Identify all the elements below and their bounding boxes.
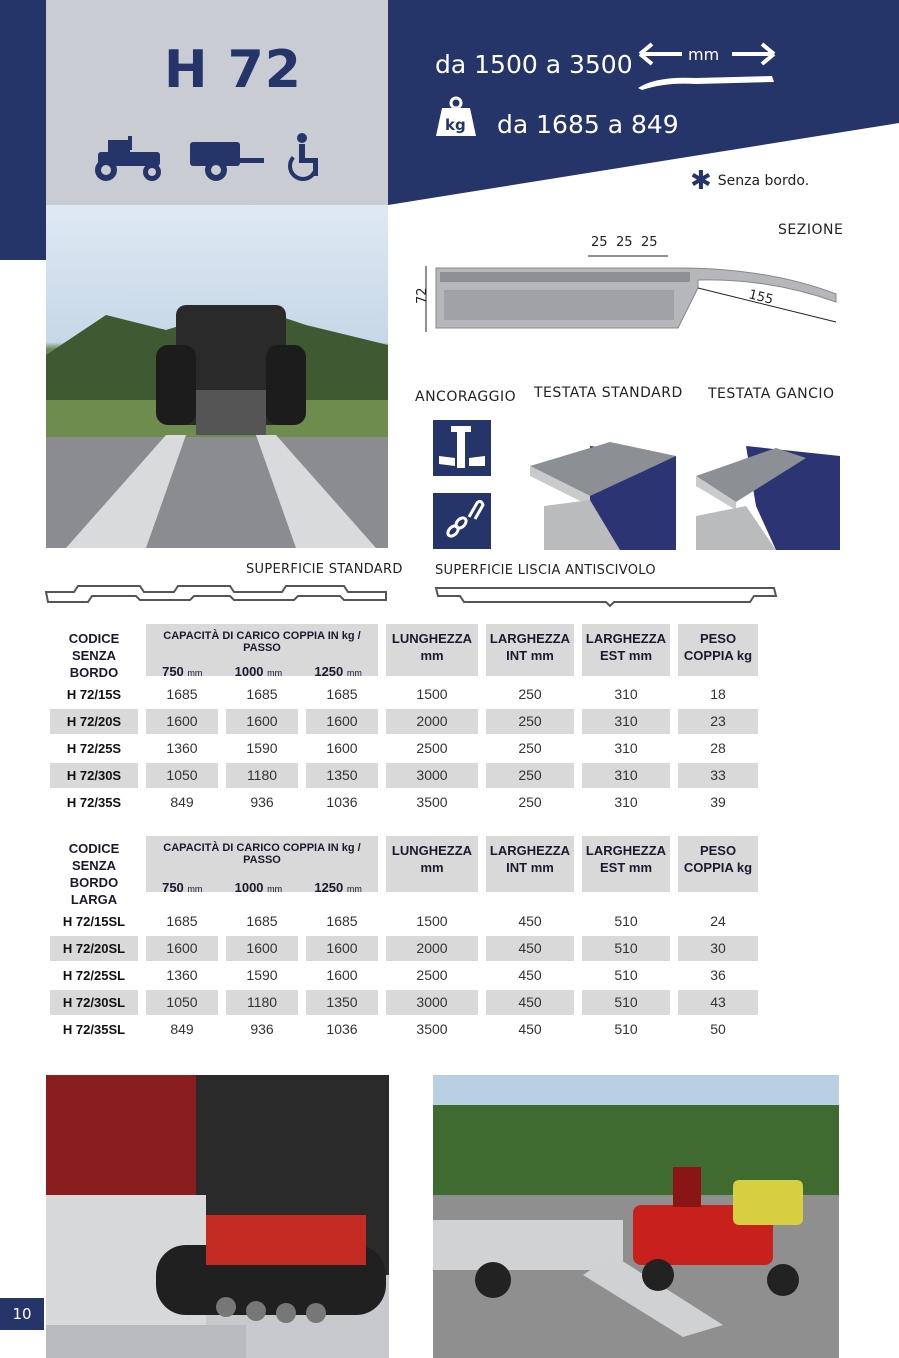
cell-length: 2000 — [382, 935, 482, 962]
length-unit-label: mm — [688, 45, 720, 64]
cell-weight: 39 — [710, 794, 726, 810]
cell-length: 1500 — [416, 913, 448, 929]
section-label: SEZIONE — [778, 222, 844, 238]
cell-c750: 1050 — [142, 762, 222, 789]
cell-c1250: 1036 — [326, 1021, 358, 1037]
head-standard-label: TESTATA STANDARD — [534, 385, 683, 401]
cell-length: 2500 — [416, 740, 448, 756]
cell-c750: 1360 — [166, 967, 198, 983]
cell-wint: 250 — [482, 708, 578, 735]
dim-72: 72 — [415, 287, 430, 304]
cell-c1000: 1180 — [222, 989, 302, 1016]
header-capacity: CAPACITÀ DI CARICO COPPIA IN kg / PASSO 750 mm 1000 mm 1250 mm — [142, 624, 382, 681]
surface-standard-label: SUPERFICIE STANDARD — [246, 562, 403, 577]
cell-length: 2000 — [382, 708, 482, 735]
cell-weight: 50 — [710, 1021, 726, 1037]
cell-c1250: 1600 — [326, 967, 358, 983]
cell-c750: 849 — [170, 1021, 194, 1037]
cell-c1250: 1685 — [326, 913, 358, 929]
cell-weight: 36 — [710, 967, 726, 983]
product-code: H 72/20S — [46, 708, 142, 735]
cell-wint: 450 — [482, 935, 578, 962]
atv-ramp-photo — [46, 205, 388, 548]
surface-smooth-label: SUPERFICIE LISCIA ANTISCIVOLO — [435, 563, 656, 578]
header-width-int: LARGHEZZA INT mm — [482, 624, 578, 681]
cell-wint: 250 — [518, 740, 542, 756]
cell-c1250: 1600 — [326, 740, 358, 756]
product-code: H 72/20SL — [46, 935, 142, 962]
cell-c1000: 1685 — [246, 686, 278, 702]
header-side-band — [0, 0, 46, 260]
table-row — [46, 708, 762, 735]
cell-c1000: 1590 — [246, 740, 278, 756]
anchor-pin-icon — [433, 420, 491, 476]
cell-c750: 1600 — [142, 935, 222, 962]
spec-table-wide — [46, 836, 762, 1043]
cell-wint: 450 — [518, 913, 542, 929]
cell-c1250: 1350 — [302, 762, 382, 789]
header-weight-wide: PESO COPPIA kg — [674, 836, 762, 908]
cell-weight: 24 — [710, 913, 726, 929]
pitch-750: 750 mm — [162, 664, 203, 679]
cell-c1000: 936 — [250, 1021, 274, 1037]
cell-c1250: 1036 — [326, 794, 358, 810]
tracked-vehicle-photo — [46, 1075, 389, 1358]
pitch-1250: 1250 mm — [314, 664, 362, 679]
table-row — [46, 1016, 762, 1043]
head-hook-label: TESTATA GANCIO — [708, 386, 835, 402]
note — [690, 166, 809, 196]
asterisk-icon: ✱ — [690, 166, 712, 196]
head-hook-image — [696, 436, 840, 550]
pitch-1000-wide: 1000 mm — [234, 880, 283, 895]
cell-wint: 250 — [518, 686, 542, 702]
product-code: H 72/15SL — [62, 914, 126, 929]
cell-c1250: 1350 — [302, 989, 382, 1016]
dim-155: 155 — [747, 287, 775, 308]
surface-smooth-profile — [434, 582, 780, 610]
header-capacity-wide: CAPACITÀ DI CARICO COPPIA IN kg / PASSO 750 mm 1000 mm 1250 mm — [142, 836, 382, 908]
table-row — [46, 935, 762, 962]
wheelchair-icon — [286, 132, 328, 184]
cell-wint: 450 — [482, 989, 578, 1016]
cell-weight: 43 — [674, 989, 762, 1016]
cell-c750: 849 — [170, 794, 194, 810]
cell-c1000: 1600 — [222, 708, 302, 735]
cell-wint: 250 — [518, 794, 542, 810]
cell-wext: 510 — [614, 1021, 638, 1037]
cell-wext: 510 — [614, 967, 638, 983]
header-width-int-wide: LARGHEZZA INT mm — [482, 836, 578, 908]
surface-standard-profile — [44, 578, 390, 608]
anchor-chain-icon — [433, 493, 491, 549]
capacity-range: da 1685 a 849 — [497, 110, 679, 139]
cell-wext: 310 — [578, 762, 674, 789]
table-row — [46, 762, 762, 789]
cell-weight: 30 — [674, 935, 762, 962]
table-row — [46, 681, 762, 708]
weight-unit-label: kg — [445, 116, 466, 134]
cell-c750: 1600 — [142, 708, 222, 735]
header-code: CODICE SENZA BORDO — [68, 631, 120, 680]
length-arrow-icon — [636, 38, 778, 94]
length-range: da 1500 a 3500 — [435, 50, 633, 79]
header-code-wide: CODICE SENZA BORDO LARGA — [68, 841, 120, 907]
cell-wext: 510 — [614, 913, 638, 929]
anchorage-label: ANCORAGGIO — [415, 389, 517, 405]
model-title: H 72 — [164, 40, 302, 100]
head-standard-image — [530, 436, 676, 550]
header-length-wide: LUNGHEZZA mm — [382, 836, 482, 908]
header-weight: PESO COPPIA kg — [674, 624, 762, 681]
table-row — [46, 735, 762, 762]
cell-weight: 18 — [710, 686, 726, 702]
product-code: H 72/35S — [66, 795, 122, 810]
cell-weight: 33 — [674, 762, 762, 789]
cell-weight: 23 — [674, 708, 762, 735]
cell-length: 1500 — [416, 686, 448, 702]
dim-25b: 25 — [616, 235, 633, 250]
page-number: 10 — [0, 1298, 44, 1330]
pitch-750-wide: 750 mm — [162, 880, 203, 895]
tractor-icon — [90, 134, 168, 184]
cell-wext: 310 — [578, 708, 674, 735]
note-text: Senza bordo. — [717, 173, 810, 189]
product-code: H 72/15S — [66, 687, 122, 702]
spec-table-standard — [46, 624, 762, 816]
section-diagram — [408, 232, 848, 342]
cell-length: 3500 — [416, 1021, 448, 1037]
cell-length: 3000 — [382, 762, 482, 789]
cell-wext: 510 — [578, 935, 674, 962]
product-code: H 72/35SL — [62, 1022, 126, 1037]
cell-length: 3000 — [382, 989, 482, 1016]
product-code: H 72/30SL — [46, 989, 142, 1016]
cell-wext: 310 — [614, 794, 638, 810]
cell-c1250: 1600 — [302, 708, 382, 735]
cell-c1000: 1590 — [246, 967, 278, 983]
table-row — [46, 789, 762, 816]
dim-25c: 25 — [641, 235, 658, 250]
cell-c750: 1050 — [142, 989, 222, 1016]
cell-c1000: 936 — [250, 794, 274, 810]
cell-c1250: 1685 — [326, 686, 358, 702]
product-code: H 72/25S — [66, 741, 122, 756]
header-width-ext: LARGHEZZA EST mm — [578, 624, 674, 681]
cell-c750: 1685 — [166, 913, 198, 929]
cell-wint: 250 — [482, 762, 578, 789]
cell-wext: 310 — [614, 740, 638, 756]
cell-length: 3500 — [416, 794, 448, 810]
dim-25a: 25 — [591, 235, 608, 250]
pitch-1250-wide: 1250 mm — [314, 880, 362, 895]
weight-icon — [434, 96, 478, 138]
cell-wint: 450 — [518, 1021, 542, 1037]
header-width-ext-wide: LARGHEZZA EST mm — [578, 836, 674, 908]
cell-length: 2500 — [416, 967, 448, 983]
cell-c1000: 1600 — [222, 935, 302, 962]
table-row — [46, 962, 762, 989]
cell-weight: 28 — [710, 740, 726, 756]
pitch-1000: 1000 mm — [234, 664, 283, 679]
mower-ramp-photo — [433, 1075, 839, 1358]
table-row — [46, 908, 762, 935]
cell-c1000: 1180 — [222, 762, 302, 789]
cell-wext: 510 — [578, 989, 674, 1016]
cell-wint: 450 — [518, 967, 542, 983]
cell-c750: 1685 — [166, 686, 198, 702]
product-code: H 72/25SL — [62, 968, 126, 983]
cell-c750: 1360 — [166, 740, 198, 756]
table-row — [46, 989, 762, 1016]
cell-wext: 310 — [614, 686, 638, 702]
product-code: H 72/30S — [46, 762, 142, 789]
cell-c1250: 1600 — [302, 935, 382, 962]
cell-c1000: 1685 — [246, 913, 278, 929]
header-length: LUNGHEZZA mm — [382, 624, 482, 681]
trailer-icon — [186, 138, 266, 184]
